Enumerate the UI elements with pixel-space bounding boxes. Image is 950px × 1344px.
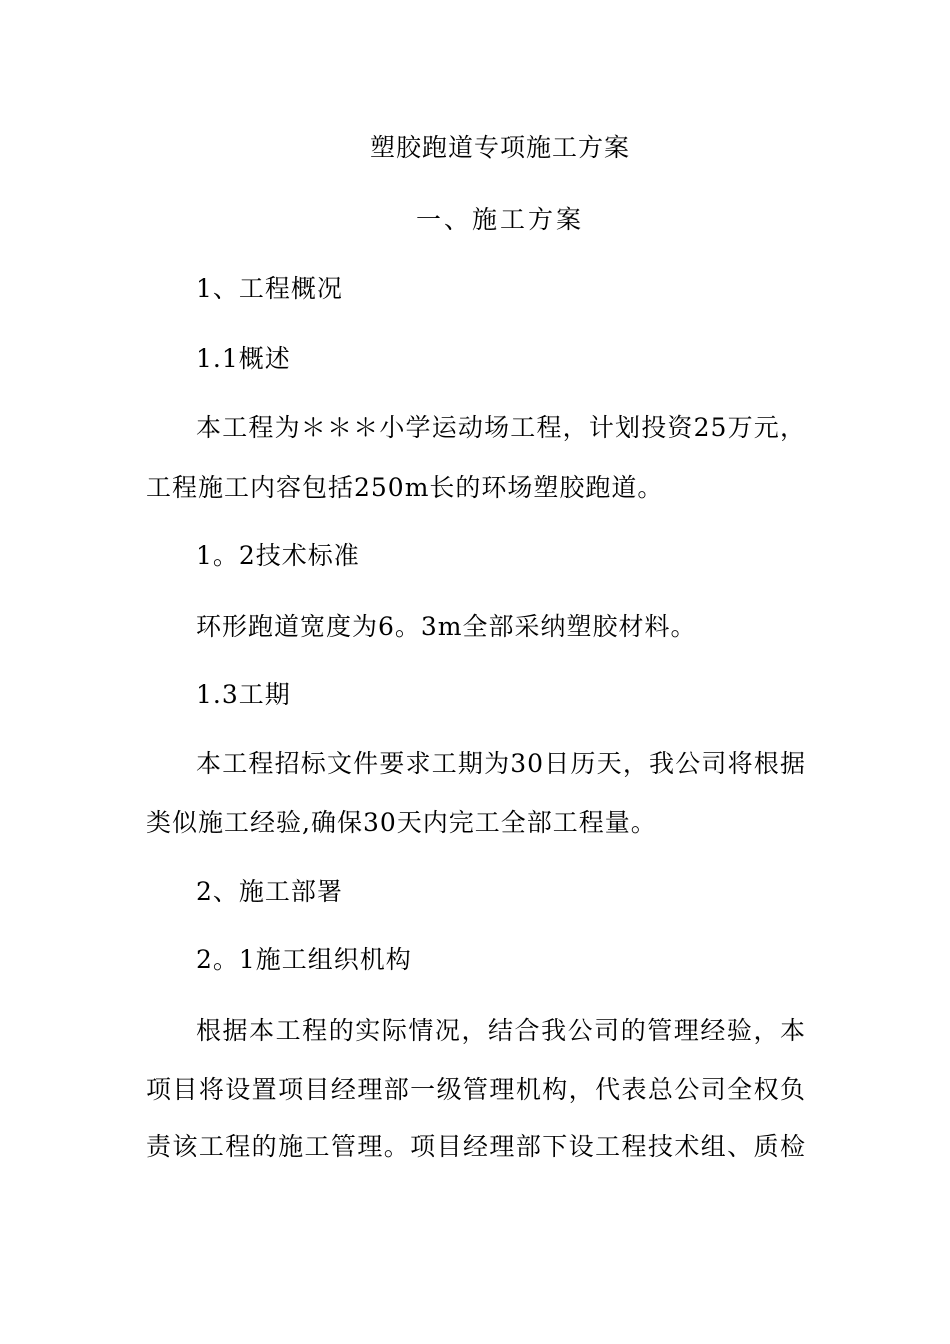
section-heading-construction-plan: 一、施工方案 — [415, 205, 584, 234]
heading-deployment: 2、施工部署 — [196, 877, 343, 906]
heading-summary: 1.1概述 — [196, 344, 291, 373]
paragraph-text: 本工程招标文件要求工期为30日历天，我公司将根据 — [196, 749, 806, 778]
heading-organization: 2。1施工组织机构 — [196, 945, 412, 974]
heading-schedule: 1.3工期 — [196, 680, 291, 709]
paragraph-organization-line-2 — [0, 1072, 950, 1108]
paragraph-organization-line-3 — [0, 1129, 950, 1165]
heading-project-overview: 1、工程概况 — [196, 274, 343, 303]
paragraph-text: 项目将设置项目经理部一级管理机构，代表总公司全权负 — [146, 1075, 806, 1104]
paragraph-technical-standard: 环形跑道宽度为6。3m全部采纳塑胶材料。 — [196, 612, 697, 641]
paragraph-schedule-line-1 — [0, 746, 950, 782]
paragraph-text: 责该工程的施工管理。项目经理部下设工程技术组、质检 — [146, 1132, 806, 1161]
paragraph-text: 本工程为＊＊＊小学运动场工程，计划投资25万元， — [196, 413, 806, 442]
paragraph-schedule-line-2: 类似施工经验,确保30天内完工全部工程量。 — [146, 808, 657, 837]
paragraph-organization-line-1 — [0, 1013, 950, 1049]
document-title: 塑胶跑道专项施工方案 — [369, 133, 630, 162]
paragraph-summary-line-1 — [0, 410, 950, 446]
heading-technical-standard: 1。2技术标准 — [196, 541, 360, 570]
paragraph-text: 根据本工程的实际情况，结合我公司的管理经验，本 — [196, 1016, 806, 1045]
paragraph-summary-line-2: 工程施工内容包括250m长的环场塑胶跑道。 — [146, 473, 664, 502]
